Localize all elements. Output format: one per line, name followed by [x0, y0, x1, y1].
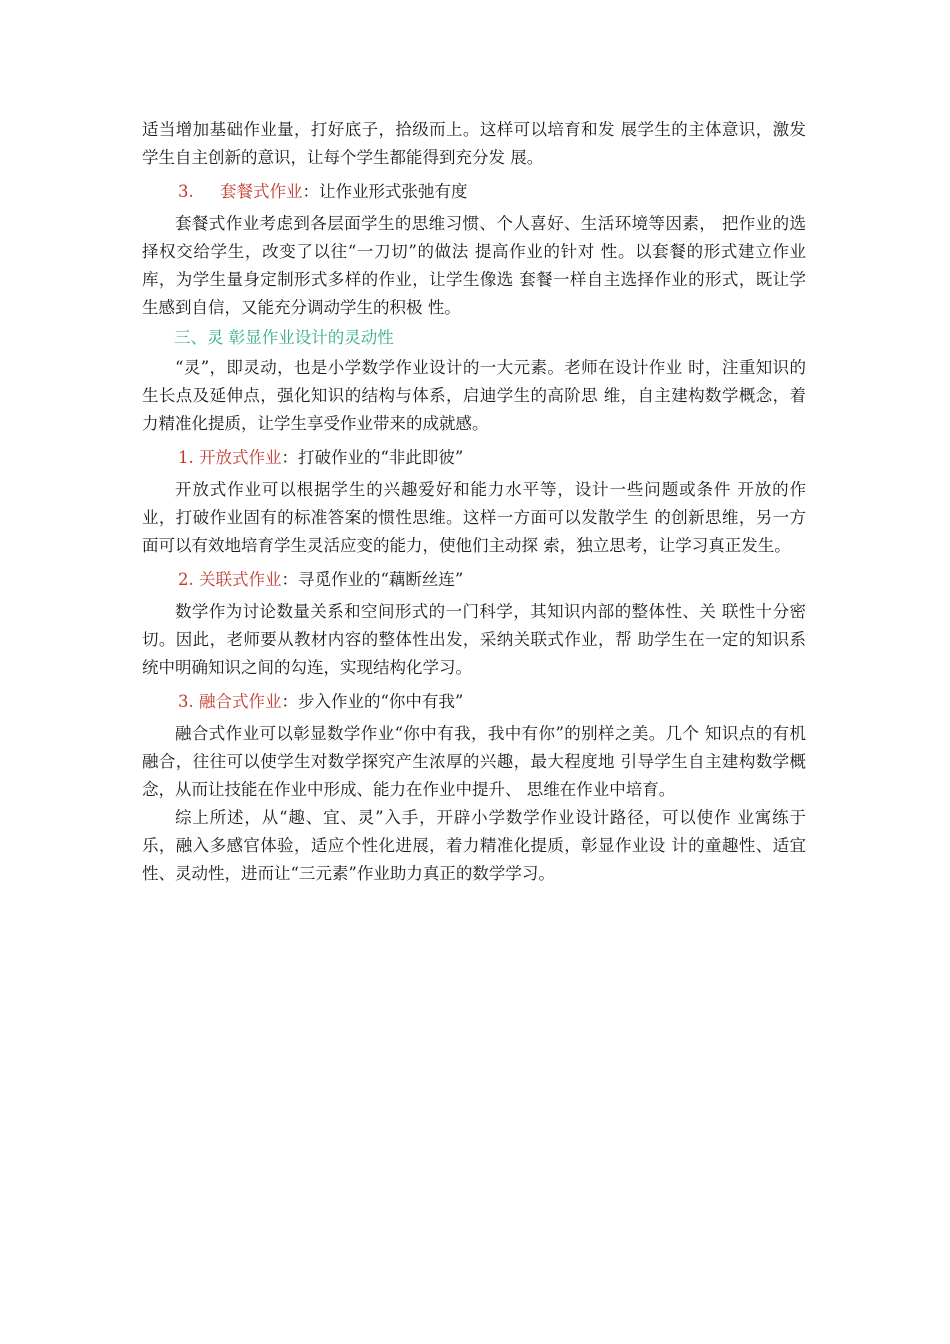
paragraph-related: 数学作为讨论数量关系和空间形式的一门科学，其知识内部的整体性、关 联性十分密切。因此，老师要从教材内容的整体性出发，采纳关联式作业，帮 助学生在一定的知识系统中明确知识之间的勾连，实现结构化学习。	[142, 602, 806, 677]
subheading-lead: 套餐式作业	[220, 182, 303, 201]
paragraph-ling: “灵”，即灵动，也是小学数学作业设计的一大元素。老师在设计作业 时，注重知识的生长点及延伸点，强化知识的结构与体系，启迪学生的高阶思 维，自主建构数学概念，着力精准化提质，让学生享受作业带来的成就感。	[142, 358, 806, 433]
subheading-rest: ：让作业形式张弛有度	[302, 182, 468, 201]
subheading-number: 3.	[178, 182, 194, 201]
paragraph-set-meal: 套餐式作业考虑到各层面学生的思维习惯、个人喜好、生活环境等因素， 把作业的选择权交给学生，改变了以往“一刀切”的做法 提高作业的针对 性。以套餐的形式建立作业库，为学生量身定制形式多样的作业，让学生像选 套餐一样自主选择作业的形式，既让学生感到自信，又能充分调动学生的积极 性。	[142, 214, 806, 317]
document-page	[142, 116, 806, 888]
subheading-lead: 3. 融合式作业	[178, 692, 282, 711]
subheading-lead: 2. 关联式作业	[178, 570, 282, 589]
subheading-set-meal-homework	[142, 178, 806, 206]
subheading-fusion-homework	[142, 688, 806, 716]
subheading-rest: ：打破作业的“非此即彼”	[281, 448, 464, 467]
paragraph-fusion: 融合式作业可以彰显数学作业“你中有我，我中有你”的别样之美。几个 知识点的有机融合，往往可以使学生对数学探究产生浓厚的兴趣，最大程度地 引导学生自主建构数学概念，从而让技能在作业中形成、能力在作业中提升、 思维在作业中培育。	[142, 724, 806, 799]
section-title-ling: 三、灵 彰显作业设计的灵动性	[174, 328, 394, 347]
subheading-related-homework	[142, 566, 806, 594]
subheading-rest: ：寻觅作业的“藕断丝连”	[281, 570, 464, 589]
subheading-open-homework	[142, 444, 806, 472]
subheading-rest: ：步入作业的“你中有我”	[281, 692, 464, 711]
subheading-lead: 1. 开放式作业	[178, 448, 282, 467]
paragraph-intro: 适当增加基础作业量，打好底子，拾级而上。这样可以培育和发 展学生的主体意识，激发学生自主创新的意识，让每个学生都能得到充分发 展。	[142, 120, 806, 167]
paragraph-conclusion: 综上所述，从“趣、宜、灵”入手，开辟小学数学作业设计路径，可以使作 业寓练于乐，融入多感官体验，适应个性化进展，着力精准化提质，彰显作业设 计的童趣性、适宜性、灵动性，进而让“三元素”作业助力真正的数学学习。	[142, 808, 806, 883]
paragraph-open: 开放式作业可以根据学生的兴趣爱好和能力水平等，设计一些问题或条件 开放的作业，打破作业固有的标准答案的惯性思维。这样一方面可以发散学生 的创新思维，另一方面可以有效地培育学生灵活应变的能力，使他们主动探 索，独立思考，让学习真正发生。	[142, 480, 806, 555]
